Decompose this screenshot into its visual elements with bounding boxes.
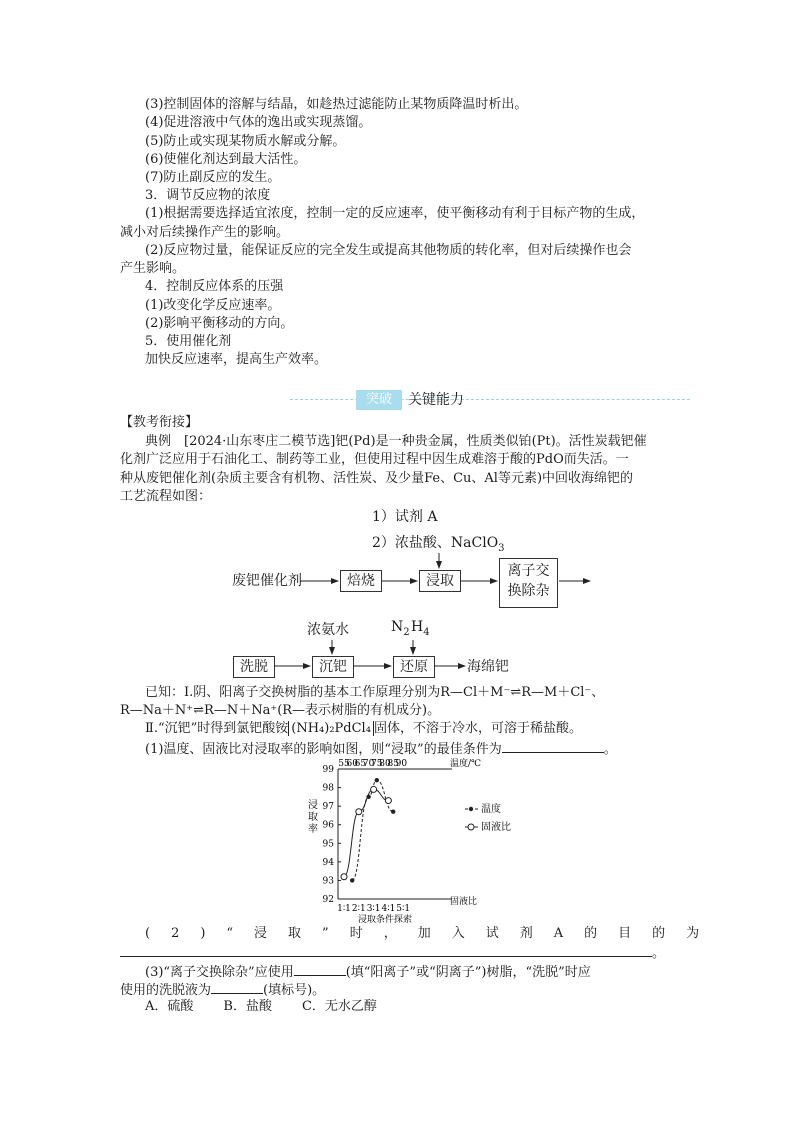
question-2 xyxy=(145,925,721,943)
y-tick-label: 97 xyxy=(322,802,334,813)
data-point-temperature xyxy=(350,878,354,882)
top-tick-label: 75 xyxy=(371,759,383,769)
legend-label-temperature: 温度 xyxy=(481,804,501,815)
option-c[interactable]: C．无水乙醇 xyxy=(301,999,377,1014)
y-axis-label: 率 xyxy=(308,824,318,835)
data-point-ratio xyxy=(356,809,362,815)
text-line: (3)控制固体的溶解与结晶，如趁热过滤能防止某物质降温时析出。 xyxy=(145,97,528,112)
subscript: 4 xyxy=(423,626,430,638)
data-point-ratio xyxy=(385,798,391,804)
punct: 。 xyxy=(603,742,617,757)
question-3-text-3: 使用的洗脱液为 xyxy=(120,983,212,998)
heading-5: 5．使用催化剂 xyxy=(145,334,232,349)
bottom-axis-label: 固液比 xyxy=(450,897,478,907)
options-row xyxy=(145,998,377,1016)
flow-step-roast: 焙烧 xyxy=(340,570,382,592)
legend-marker-ratio xyxy=(468,824,474,830)
text-line: (5)防止或实现某物质水解或分解。 xyxy=(145,134,346,149)
top-tick-label: 60 xyxy=(346,759,358,769)
text-line: (6)使催化剂达到最大活性。 xyxy=(145,152,307,167)
flow-step-elute: 洗脱 xyxy=(233,656,275,678)
known-line-3-tail: 固体，不溶于冷水，可溶于稀盐酸。 xyxy=(373,721,582,736)
top-tick-label: 90 xyxy=(395,759,408,769)
top-tick-label: 55 xyxy=(338,759,350,769)
top-tick-label: 65 xyxy=(354,759,367,769)
answer-blank[interactable] xyxy=(211,980,263,994)
data-point-ratio xyxy=(341,874,347,880)
x-axis-caption: 浸取条件探索 xyxy=(357,915,413,924)
section-badge: 突破 xyxy=(356,390,402,410)
bottom-tick-label: 5∶1 xyxy=(396,904,411,914)
question-3-line2 xyxy=(120,980,325,1000)
subscript: 2 xyxy=(403,626,410,638)
punct: 。 xyxy=(652,946,666,961)
reagent-ammonia-label: 浓氨水 xyxy=(307,622,349,638)
top-tick-label: 70 xyxy=(362,759,375,769)
y-tick-label: 92 xyxy=(322,895,334,905)
answer-blank[interactable] xyxy=(502,739,604,753)
known-line-3 xyxy=(145,720,582,738)
example-line: 典例 [2024·山东枣庄二模节选]钯(Pd)是一种贵金属，性质类似铂(Pt)。活性炭载钯催 xyxy=(145,434,647,449)
top-tick-label: 80 xyxy=(379,759,391,769)
series-line-temperature xyxy=(352,780,393,880)
question-1-text: (1)温度、固液比对浸取率的影响如图，则“浸取”的最佳条件为 xyxy=(145,742,502,757)
known-line-1: 已知：Ⅰ.阴、阳离子交换树脂的基本工作原理分别为R—Cl＋M⁻⇌R—M＋Cl⁻、 xyxy=(145,685,605,700)
reagent-a-label: 1）试剂 A xyxy=(372,509,438,525)
question-3-text-4: (填标号)。 xyxy=(263,983,326,998)
heading-3: 3．调节反应物的浓度 xyxy=(145,188,271,203)
leach-rate-chart xyxy=(300,756,540,924)
text-line: (2)反应物过量，能保证反应的完全发生或提高其他物质的转化率，但对后续操作也会 xyxy=(145,243,632,258)
data-point-temperature xyxy=(366,795,370,799)
bottom-tick-label: 3∶1 xyxy=(366,904,381,914)
data-point-ratio xyxy=(371,786,377,792)
text-line: (4)促进溶液中气体的逸出或实现蒸馏。 xyxy=(145,115,372,130)
flow-step-reduce: 还原 xyxy=(393,656,435,678)
question-3-text-2: (填“阳离子”或“阴离子”)树脂，“洗脱”时应 xyxy=(345,965,591,980)
reagent-hcl-text: 2）浓盐酸、NaClO xyxy=(372,535,499,551)
option-a[interactable]: A．硫酸 xyxy=(145,999,194,1014)
subscript: 3 xyxy=(498,542,505,554)
text-line: (1)改变化学反应速率。 xyxy=(145,298,281,313)
question-3 xyxy=(145,962,591,982)
legend-label-ratio: 固液比 xyxy=(481,822,511,833)
y-tick-label: 98 xyxy=(322,783,334,794)
bottom-tick-label: 2∶1 xyxy=(351,904,366,914)
text-line: (2)影响平衡移动的方向。 xyxy=(145,316,294,331)
data-point-temperature xyxy=(391,810,395,814)
question-2-line2 xyxy=(120,943,665,963)
hydrazine-n: N xyxy=(391,619,404,635)
chart-axes xyxy=(338,769,452,899)
section-title: 关键能力 xyxy=(408,392,464,408)
y-axis-label: 浸 xyxy=(308,800,318,811)
bottom-tick-label: 4∶1 xyxy=(381,904,396,914)
flow-start: 废钯催化剂 xyxy=(232,573,302,589)
flow-step-precipitate: 沉钯 xyxy=(312,656,354,678)
example-line: 化剂广泛应用于石油化工、制药等工业，但使用过程中因生成难溶于酸的PdO而失活。一 xyxy=(120,452,629,467)
data-point-temperature xyxy=(375,778,379,782)
text-line: 加快反应速率，提高生产效率。 xyxy=(145,352,328,367)
heading-4: 4．控制反应体系的压强 xyxy=(145,279,284,294)
flow-step-leach: 浸取 xyxy=(419,570,461,592)
option-b[interactable]: B．盐酸 xyxy=(223,999,272,1014)
answer-blank[interactable] xyxy=(120,943,652,957)
y-tick-label: 93 xyxy=(322,876,334,887)
known-line-2: R—Na＋N⁺⇌R—N＋Na⁺(R—表示树脂的有机成分)。 xyxy=(120,703,441,718)
text-line: 减小对后续操作产生的影响。 xyxy=(120,225,290,240)
answer-blank[interactable] xyxy=(294,962,346,976)
y-tick-label: 94 xyxy=(322,857,334,868)
example-line: 种从废钯催化剂(杂质主要含有机物、活性炭、及少量Fe、Cu、Al等元素)中回收海绵钯的 xyxy=(120,471,634,486)
flow-step-ion-exchange-l2: 换除杂 xyxy=(507,583,550,599)
flow-step-ion-exchange-l1: 离子交 xyxy=(507,563,550,579)
text-line: (1)根据需要选择适宜浓度，控制一定的反应速率，使平衡移动有利于目标产物的生成， xyxy=(145,206,645,221)
text-line: (7)防止副反应的发生。 xyxy=(145,170,281,185)
example-line: 工艺流程如图： xyxy=(120,489,212,504)
question-3-text: (3)“离子交换除杂”应使用 xyxy=(145,965,294,980)
hydrazine-h: H xyxy=(411,619,424,635)
y-tick-label: 95 xyxy=(322,839,334,850)
question-2-text: (2)“浸取”时，加入试剂A的目的为 xyxy=(145,926,721,941)
flow-end: 海绵钯 xyxy=(467,659,509,675)
legend-marker-temperature xyxy=(469,807,473,811)
top-axis-label: 温度/℃ xyxy=(450,759,482,769)
known-line-3-text: Ⅱ.“沉钯”时得到氯钯酸铵 xyxy=(145,721,289,736)
y-tick-label: 96 xyxy=(322,820,334,831)
series-line-ratio xyxy=(344,789,388,876)
text-line: 产生影响。 xyxy=(120,261,186,276)
top-tick-label: 85 xyxy=(387,759,399,769)
y-axis-label: 取 xyxy=(308,812,318,823)
chemical-formula: (NH₄)₂PdCl₄ xyxy=(288,721,374,736)
bottom-tick-label: 1∶1 xyxy=(337,904,351,914)
teach-link-label: 【教考衔接】 xyxy=(120,415,199,430)
y-tick-label: 99 xyxy=(322,765,334,775)
